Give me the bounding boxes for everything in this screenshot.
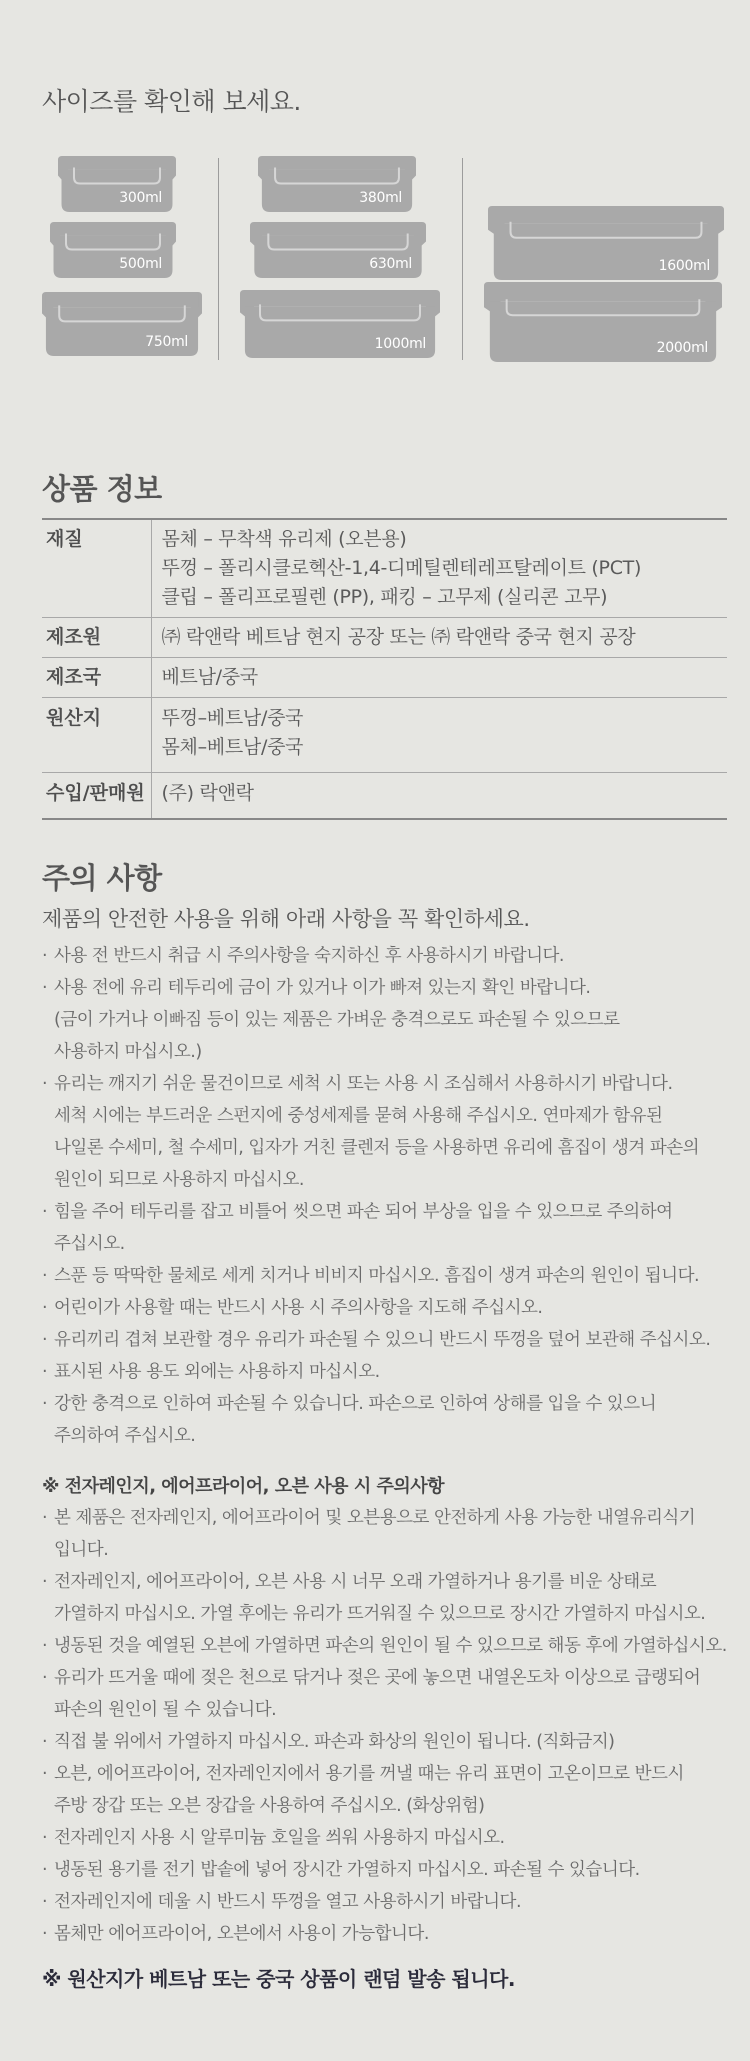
bullet-dot: · bbox=[42, 978, 48, 998]
size-section-title: 사이즈를 확인해 보세요. bbox=[42, 87, 301, 116]
caution-item bbox=[42, 1324, 732, 1356]
info-value-line: 뚜껑 – 폴리시클로헥산-1,4-디메틸렌테레프탈레이트 (PCT) bbox=[161, 557, 642, 579]
bullet-dot: · bbox=[42, 1508, 48, 1528]
container-capacity-label: 2000ml bbox=[656, 340, 708, 356]
info-row bbox=[42, 698, 727, 773]
caution-item-line: 강한 충격으로 인하여 파손될 수 있습니다. 파손으로 인하여 상해를 입을 수 있으니 bbox=[54, 1394, 657, 1414]
container-capacity-label: 1600ml bbox=[658, 258, 710, 274]
caution-item bbox=[42, 1260, 732, 1292]
caution-item bbox=[42, 1822, 732, 1854]
caution-item-line: 주십시오. bbox=[54, 1234, 125, 1254]
caution-item-line: 사용 전에 유리 테두리에 금이 가 있거나 이가 빠져 있는지 확인 바랍니다. bbox=[54, 978, 591, 998]
caution-item-line: 원인이 되므로 사용하지 마십시오. bbox=[54, 1170, 304, 1190]
caution-list bbox=[42, 940, 732, 1452]
container-capacity-label: 300ml bbox=[119, 190, 162, 206]
info-value-line: 클립 – 폴리프로필렌 (PP), 패킹 – 고무제 (실리콘 고무) bbox=[161, 586, 608, 608]
info-value bbox=[151, 658, 727, 698]
caution-item-line: 유리는 깨지기 쉬운 물건이므로 세척 시 또는 사용 시 조심해서 사용하시기 바랍니다. bbox=[54, 1074, 673, 1094]
container-capacity-label: 630ml bbox=[369, 256, 412, 272]
container-3 bbox=[42, 292, 202, 356]
caution-item-line: 표시된 사용 용도 외에는 사용하지 마십시오. bbox=[54, 1362, 380, 1382]
caution-item-line: 본 제품은 전자레인지, 에어프라이어 및 오븐용으로 안전하게 사용 가능한 내열유리식기 bbox=[54, 1508, 696, 1528]
caution-item bbox=[42, 1502, 732, 1566]
caution-item-line: 전자레인지 사용 시 알루미늄 호일을 씌워 사용하지 마십시오. bbox=[54, 1828, 505, 1848]
caution-item-line: 입니다. bbox=[54, 1540, 109, 1560]
caution-item-line: 유리끼리 겹쳐 보관할 경우 유리가 파손될 수 있으니 반드시 뚜껑을 덮어 보관해 주십시오. bbox=[54, 1330, 711, 1350]
info-row bbox=[42, 519, 727, 618]
bullet-dot: · bbox=[42, 1860, 48, 1880]
caution-item-line: 세척 시에는 부드러운 스펀지에 중성세제를 묻혀 사용해 주십시오. 연마제가 함유된 bbox=[54, 1106, 663, 1126]
bullet-dot: · bbox=[42, 1572, 48, 1592]
bullet-dot: · bbox=[42, 1266, 48, 1286]
container-2 bbox=[50, 222, 176, 278]
caution-item-line: 전자레인지, 에어프라이어, 오븐 사용 시 너무 오래 가열하거나 용기를 비운 상태로 bbox=[54, 1572, 657, 1592]
caution-item bbox=[42, 1630, 732, 1662]
caution-item-line: 스푼 등 딱딱한 물체로 세게 치거나 비비지 마십시오. 흠집이 생겨 파손의 원인이 됩니다. bbox=[54, 1266, 700, 1286]
caution-item bbox=[42, 972, 732, 1068]
microwave-caution-list bbox=[42, 1502, 732, 1950]
caution-item-line: 몸체만 에어프라이어, 오븐에서 사용이 가능합니다. bbox=[54, 1924, 429, 1944]
info-value-line: 베트남/중국 bbox=[161, 666, 258, 688]
info-value-line: 몸체 – 무착색 유리제 (오븐용) bbox=[161, 528, 407, 550]
caution-item-line: 가열하지 마십시오. 가열 후에는 유리가 뜨거워질 수 있으므로 장시간 가열하지 마십시오. bbox=[54, 1604, 706, 1624]
info-key: 제조국 bbox=[42, 658, 151, 698]
container-capacity-label: 1000ml bbox=[374, 336, 426, 352]
caution-item bbox=[42, 1726, 732, 1758]
product-info-title: 상품 정보 bbox=[42, 472, 162, 506]
caution-item-line: 유리가 뜨거울 때에 젖은 천으로 닦거나 젖은 곳에 놓으면 내열온도차 이상으로 급랭되어 bbox=[54, 1668, 701, 1688]
caution-item-line: 직접 불 위에서 가열하지 마십시오. 파손과 화상의 원인이 됩니다. (직화금지) bbox=[54, 1732, 615, 1752]
caution-item-line: 파손의 원인이 될 수 있습니다. bbox=[54, 1700, 277, 1720]
caution-item-line: 사용하지 마십시오.) bbox=[54, 1042, 202, 1062]
caution-item-line: 주방 장갑 또는 오븐 장갑을 사용하여 주십시오. (화상위험) bbox=[54, 1796, 485, 1816]
caution-item bbox=[42, 1566, 732, 1630]
caution-item-line: 힘을 주어 테두리를 잡고 비틀어 씻으면 파손 되어 부상을 입을 수 있으므로 주의하여 bbox=[54, 1202, 673, 1222]
caution-item bbox=[42, 940, 732, 972]
caution-item bbox=[42, 1662, 732, 1726]
caution-item bbox=[42, 1886, 732, 1918]
caution-item-line: 어린이가 사용할 때는 반드시 사용 시 주의사항을 지도해 주십시오. bbox=[54, 1298, 543, 1318]
info-value-line: (주) 락앤락 bbox=[161, 782, 254, 804]
container-5 bbox=[250, 222, 426, 278]
bullet-dot: · bbox=[42, 1828, 48, 1848]
caution-item bbox=[42, 1854, 732, 1886]
bullet-dot: · bbox=[42, 1764, 48, 1784]
info-key: 수입/판매원 bbox=[42, 773, 151, 820]
info-value-line: ㈜ 락앤락 베트남 현지 공장 또는 ㈜ 락앤락 중국 현지 공장 bbox=[161, 626, 636, 648]
caution-item-line: 사용 전 반드시 취급 시 주의사항을 숙지하신 후 사용하시기 바랍니다. bbox=[54, 946, 564, 966]
bullet-dot: · bbox=[42, 1074, 48, 1094]
info-row bbox=[42, 618, 727, 658]
caution-item-line: 나일론 수세미, 철 수세미, 입자가 거친 클렌저 등을 사용하면 유리에 흠집이 생겨 파손의 bbox=[54, 1138, 700, 1158]
info-key: 원산지 bbox=[42, 698, 151, 773]
bullet-dot: · bbox=[42, 1732, 48, 1752]
caution-item-line: 오븐, 에어프라이어, 전자레인지에서 용기를 꺼낼 때는 유리 표면이 고온이므로 반드시 bbox=[54, 1764, 684, 1784]
bullet-dot: · bbox=[42, 1362, 48, 1382]
product-info-table bbox=[42, 518, 727, 820]
info-value bbox=[151, 698, 727, 773]
caution-item-line: 전자레인지에 데울 시 반드시 뚜껑을 열고 사용하시기 바랍니다. bbox=[54, 1892, 522, 1912]
info-value-line: 몸체–베트남/중국 bbox=[161, 736, 304, 758]
size-divider bbox=[462, 158, 463, 360]
container-capacity-label: 380ml bbox=[359, 190, 402, 206]
bullet-dot: · bbox=[42, 1924, 48, 1944]
info-value bbox=[151, 618, 727, 658]
bullet-dot: · bbox=[42, 1892, 48, 1912]
container-capacity-label: 750ml bbox=[145, 334, 188, 350]
caution-item bbox=[42, 1068, 732, 1196]
caution-title: 주의 사항 bbox=[42, 861, 162, 895]
caution-item bbox=[42, 1356, 732, 1388]
bullet-dot: · bbox=[42, 1202, 48, 1222]
info-key: 재질 bbox=[42, 519, 151, 618]
info-key: 제조원 bbox=[42, 618, 151, 658]
caution-item-line: 주의하여 주십시오. bbox=[54, 1426, 196, 1446]
bullet-dot: · bbox=[42, 1330, 48, 1350]
caution-item bbox=[42, 1918, 732, 1950]
info-value-line: 뚜껑–베트남/중국 bbox=[161, 707, 304, 729]
bullet-dot: · bbox=[42, 1636, 48, 1656]
info-value bbox=[151, 519, 727, 618]
caution-item-line: 냉동된 것을 예열된 오븐에 가열하면 파손의 원인이 될 수 있으므로 해동 후에 가열하십시오. bbox=[54, 1636, 727, 1656]
caution-subtitle: 제품의 안전한 사용을 위해 아래 사항을 꼭 확인하세요. bbox=[42, 907, 530, 931]
container-6 bbox=[240, 290, 440, 358]
bullet-dot: · bbox=[42, 1298, 48, 1318]
container-8 bbox=[484, 282, 722, 362]
info-row bbox=[42, 658, 727, 698]
container-1 bbox=[58, 156, 176, 212]
origin-random-notice: ※ 원산지가 베트남 또는 중국 상품이 랜덤 발송 됩니다. bbox=[42, 1967, 515, 1991]
caution-item bbox=[42, 1758, 732, 1822]
info-value bbox=[151, 773, 727, 820]
bullet-dot: · bbox=[42, 946, 48, 966]
container-capacity-label: 500ml bbox=[119, 256, 162, 272]
caution-item bbox=[42, 1388, 732, 1452]
caution-item-line: 냉동된 용기를 전기 밥솥에 넣어 장시간 가열하지 마십시오. 파손될 수 있습니다. bbox=[54, 1860, 640, 1880]
caution-item bbox=[42, 1292, 732, 1324]
microwave-caution-title: ※ 전자레인지, 에어프라이어, 오븐 사용 시 주의사항 bbox=[42, 1476, 445, 1497]
info-row bbox=[42, 773, 727, 820]
caution-item-line: (금이 가거나 이빠짐 등이 있는 제품은 가벼운 충격으로도 파손될 수 있으므로 bbox=[54, 1010, 620, 1030]
bullet-dot: · bbox=[42, 1394, 48, 1414]
size-divider bbox=[218, 158, 219, 360]
container-4 bbox=[258, 156, 416, 212]
bullet-dot: · bbox=[42, 1668, 48, 1688]
caution-item bbox=[42, 1196, 732, 1260]
container-size-chart bbox=[40, 150, 720, 370]
container-7 bbox=[488, 206, 724, 280]
